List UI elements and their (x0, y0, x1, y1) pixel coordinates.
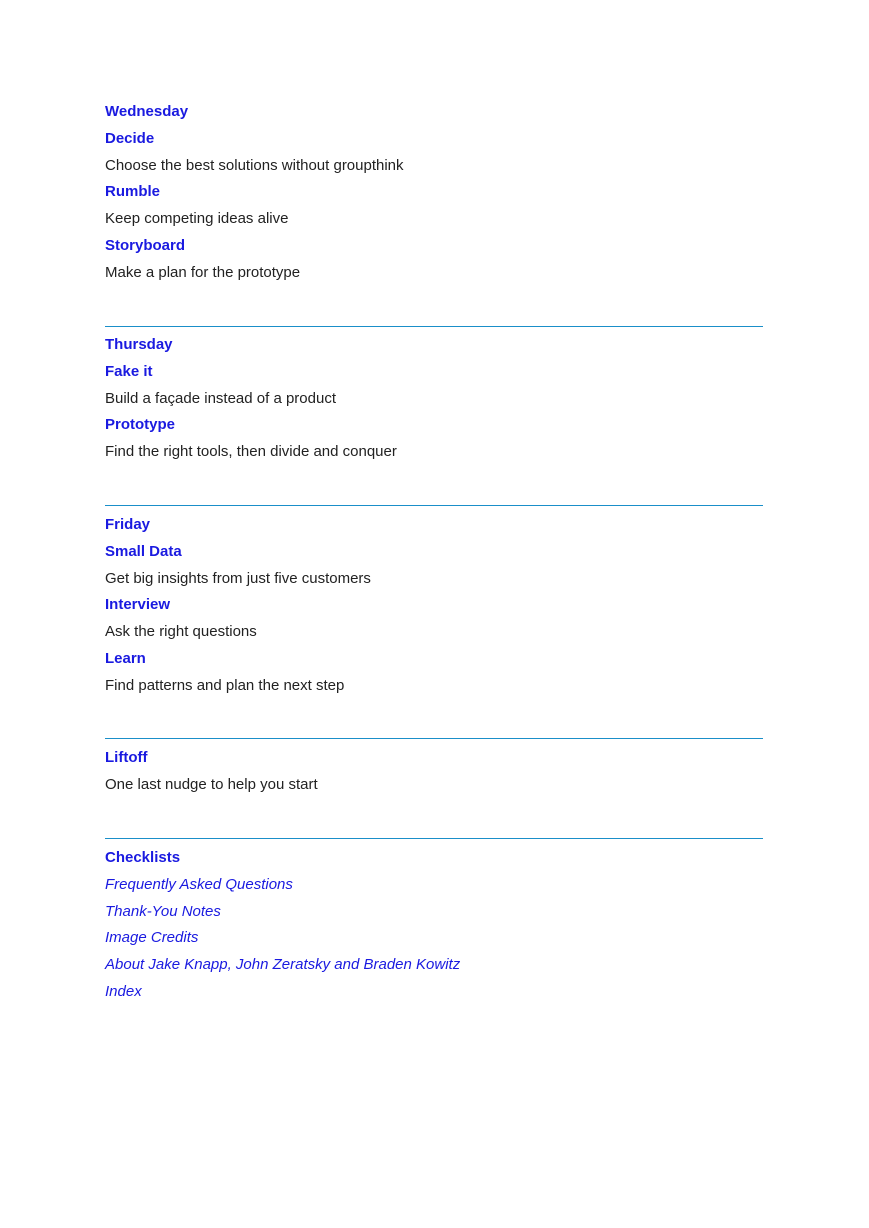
toc-entry-description: Find the right tools, then divide and conquer (105, 443, 397, 461)
toc-entry-storyboard[interactable]: Storyboard (105, 236, 186, 254)
toc-link-index[interactable]: Index (105, 982, 142, 1000)
toc-entry-description: Keep competing ideas alive (105, 210, 289, 228)
section-divider (105, 505, 763, 506)
toc-entry-prototype[interactable]: Prototype (105, 416, 176, 434)
section-divider (105, 326, 763, 327)
toc-entry-rumble[interactable]: Rumble (105, 183, 161, 201)
toc-entry-description: Find patterns and plan the next step (105, 676, 345, 694)
toc-entry-description: Get big insights from just five customers (105, 569, 371, 587)
toc-entry-description: Build a façade instead of a product (105, 389, 336, 407)
toc-entry-description: One last nudge to help you start (105, 775, 318, 793)
section-heading-checklists[interactable]: Checklists (105, 849, 181, 866)
section-checklists (105, 849, 460, 1010)
toc-entry-fake-it[interactable]: Fake it (105, 362, 153, 380)
section-heading-liftoff[interactable]: Liftoff (105, 749, 148, 766)
section-friday (105, 516, 371, 704)
toc-entry-learn[interactable]: Learn (105, 649, 146, 667)
toc-link-about-authors[interactable]: About Jake Knapp, John Zeratsky and Braden Kowitz (105, 956, 461, 974)
toc-entry-description: Ask the right questions (105, 623, 257, 641)
section-liftoff (105, 749, 318, 803)
toc-entry-small-data[interactable]: Small Data (105, 542, 182, 560)
toc-entry-decide[interactable]: Decide (105, 129, 155, 147)
toc-entry-interview[interactable]: Interview (105, 596, 171, 614)
section-divider (105, 738, 763, 739)
section-divider (105, 838, 763, 839)
toc-link-image-credits[interactable]: Image Credits (105, 929, 199, 947)
section-heading-thursday[interactable]: Thursday (105, 336, 173, 353)
section-wednesday (105, 103, 404, 291)
section-thursday (105, 336, 397, 470)
toc-link-thank-you-notes[interactable]: Thank-You Notes (105, 902, 221, 920)
toc-entry-description: Make a plan for the prototype (105, 263, 301, 281)
section-heading-friday[interactable]: Friday (105, 516, 151, 533)
toc-entry-description: Choose the best solutions without groupthink (105, 156, 404, 174)
toc-link-faq[interactable]: Frequently Asked Questions (105, 875, 293, 893)
section-heading-wednesday[interactable]: Wednesday (105, 103, 189, 120)
